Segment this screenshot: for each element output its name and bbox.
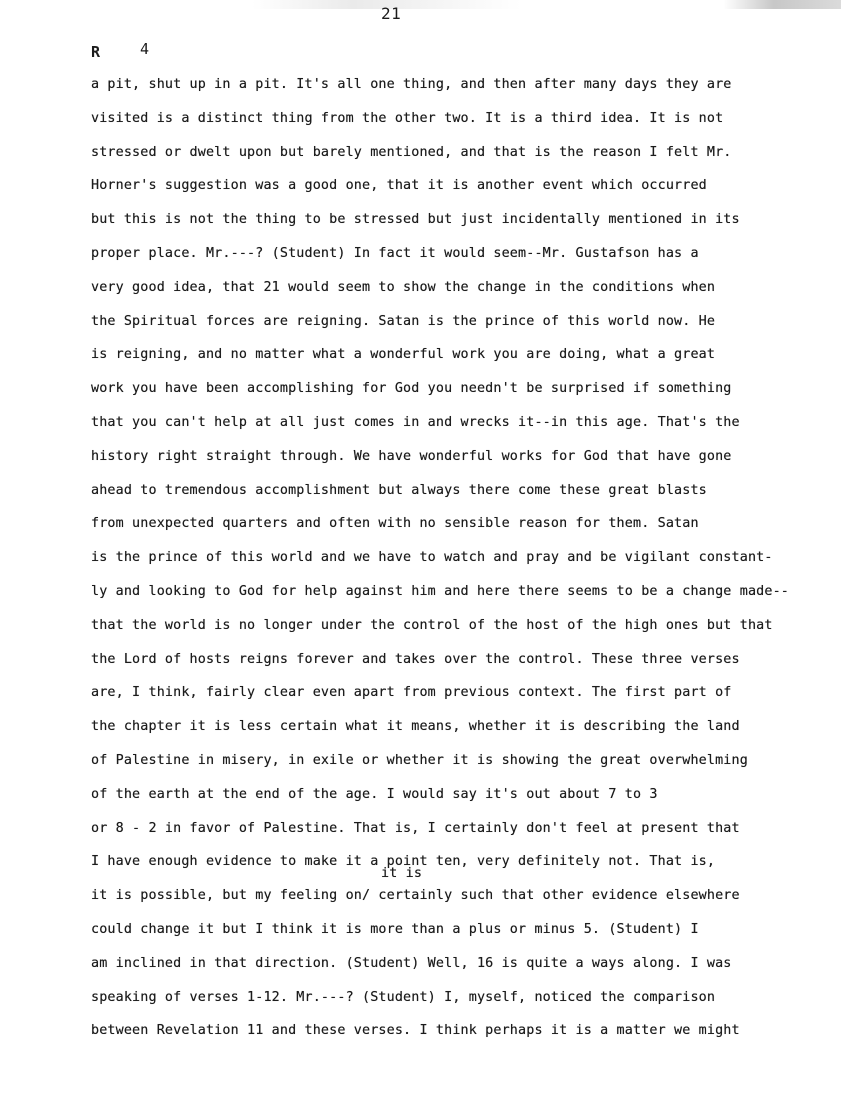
text-line-25: it is possible, but my feeling on/ certainly such that other evidence elsewhere — [91, 888, 740, 904]
text-line-4: Horner's suggestion was a good one, that it is another event which occurred — [91, 178, 707, 194]
text-line-18: the Lord of hosts reigns forever and takes over the control. These three verses — [91, 651, 740, 667]
text-line-14: from unexpected quarters and often with no sensible reason for them. Satan — [91, 516, 699, 532]
text-line-7: very good idea, that 21 would seem to show the change in the conditions when — [91, 279, 716, 295]
text-line-13: ahead to tremendous accomplishment but always there come these great blasts — [91, 482, 707, 498]
text-line-27: am inclined in that direction. (Student) Well, 16 is quite a ways along. I was — [91, 955, 732, 971]
scan-edge-shadow — [0, 0, 841, 9]
text-line-15: is the prince of this world and we have to watch and pray and be vigilant constant- — [91, 550, 773, 566]
body-text — [91, 76, 821, 1056]
text-line-26: could change it but I think it is more than a plus or minus 5. (Student) I — [91, 921, 699, 937]
text-line-6: proper place. Mr.---? (Student) In fact it would seem--Mr. Gustafson has a — [91, 245, 699, 261]
text-line-8: the Spiritual forces are reigning. Satan is the prince of this world now. He — [91, 313, 716, 329]
text-line-28: speaking of verses 1-12. Mr.---? (Student) I, myself, noticed the comparison — [91, 989, 716, 1005]
text-line-21: of Palestine in misery, in exile or whether it is showing the great overwhelming — [91, 752, 748, 768]
text-line-20: the chapter it is less certain what it means, whether it is describing the land — [91, 719, 740, 735]
text-line-2: visited is a distinct thing from the other two. It is a third idea. It is not — [91, 110, 724, 126]
reference-number: 4 — [140, 40, 150, 58]
page-number: 21 — [381, 4, 402, 23]
text-line-3: stressed or dwelt upon but barely mentioned, and that is the reason I felt Mr. — [91, 144, 732, 160]
interlinear-insert: it is — [381, 866, 423, 881]
text-line-24: I have enough evidence to make it a point ten, very definitely not. That is, — [91, 854, 716, 870]
text-line-23: or 8 - 2 in favor of Palestine. That is, I certainly don't feel at present that — [91, 820, 740, 836]
text-line-19: are, I think, fairly clear even apart from previous context. The first part of — [91, 685, 732, 701]
text-line-22: of the earth at the end of the age. I would say it's out about 7 to 3 — [91, 786, 658, 802]
text-line-16: ly and looking to God for help against him and here there seems to be a change made-- — [91, 583, 790, 599]
text-line-1: a pit, shut up in a pit. It's all one thing, and then after many days they are — [91, 77, 732, 92]
text-line-11: that you can't help at all just comes in and wrecks it--in this age. That's the — [91, 414, 740, 430]
text-line-9: is reigning, and no matter what a wonderful work you are doing, what a great — [91, 347, 716, 363]
text-line-10: work you have been accomplishing for God you needn't be surprised if something — [91, 381, 732, 397]
text-line-5: but this is not the thing to be stressed but just incidentally mentioned in its — [91, 212, 740, 228]
text-line-12: history right straight through. We have wonderful works for God that have gone — [91, 448, 732, 464]
text-line-29: between Revelation 11 and these verses. I think perhaps it is a matter we might — [91, 1023, 740, 1039]
reference-letter: R — [91, 43, 101, 61]
text-line-17: that the world is no longer under the control of the host of the high ones but that — [91, 617, 773, 633]
